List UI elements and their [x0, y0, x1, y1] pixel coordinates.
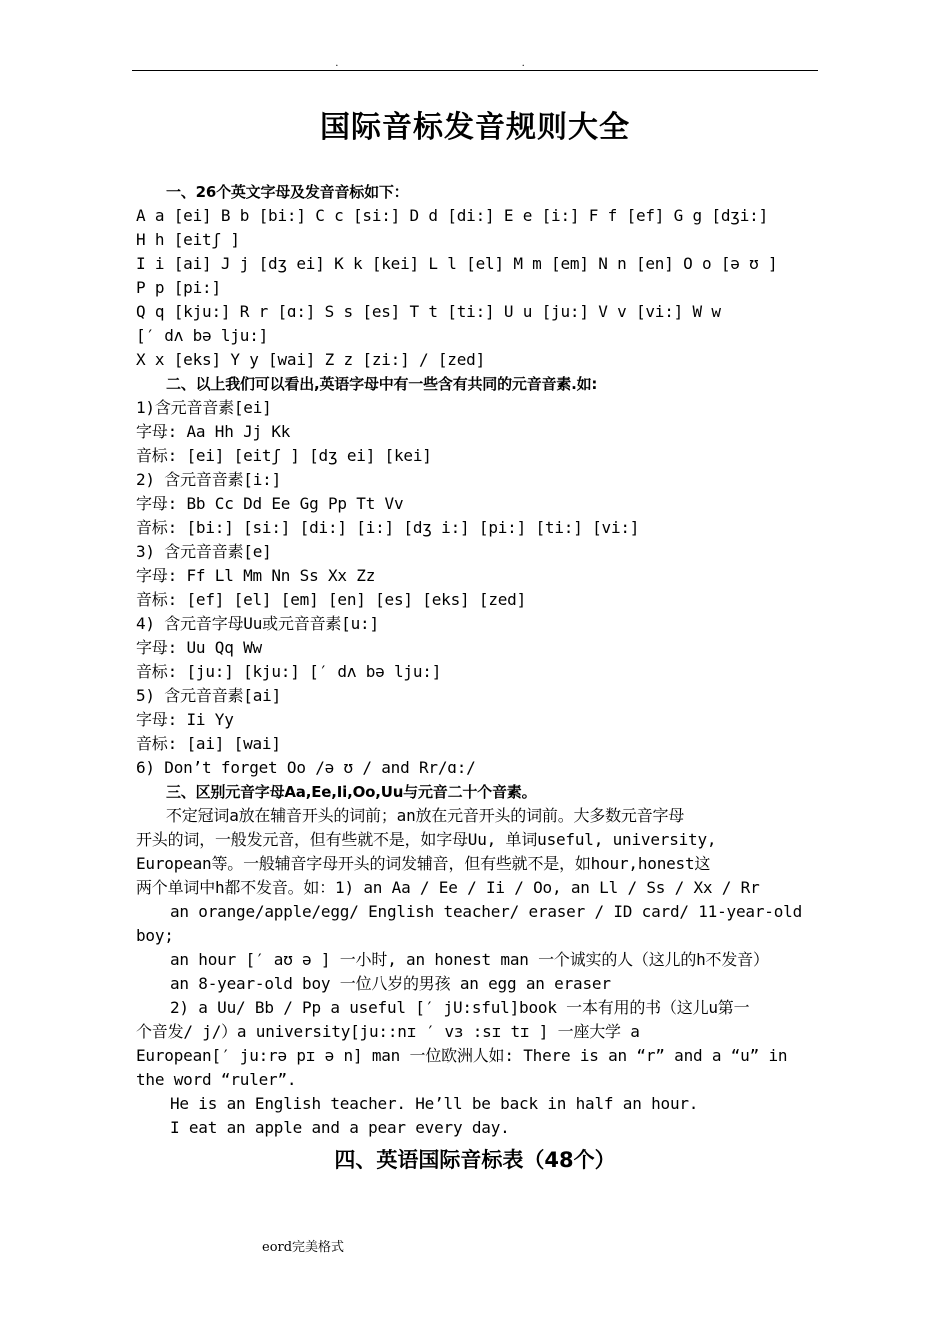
text-line: an hour [′ aʊ ə ] 一小时, an honest man 一个诚实的人（这儿的h不发音） — [170, 950, 769, 969]
text-line: 6) Don’t forget Oo /ə ʊ / and Rr/ɑ:/ — [136, 758, 476, 777]
text-line: European等。一般辅音字母开头的词发辅音，但有些就不是，如hour,honest这 — [136, 854, 711, 873]
text-line: 字母: Ii Yy — [136, 710, 234, 729]
text-line: 字母: Ff Ll Mm Nn Ss Xx Zz — [136, 566, 376, 585]
text-line: 5) 含元音音素[ai] — [136, 686, 282, 705]
text-line: 音标: [ju:] [kju:] [′ dʌ bə lju:] — [136, 662, 442, 681]
text-line: an orange/apple/egg/ English teacher/ eraser / ID card/ 11-year-old — [170, 902, 802, 921]
text-line: 音标: [bi:] [si:] [di:] [i:] [dʒ i:] [pi:] [ti:] [vi:] — [136, 518, 640, 537]
section-4-title: 四、英语国际音标表（48个） — [334, 1148, 616, 1172]
text-line: A a [ei] B b [bi:] C c [si:] D d [di:] E e [i:] F f [ef] G g [dʒi:] — [136, 206, 768, 225]
header-dots: . . — [335, 58, 615, 69]
text-line: P p [pi:] — [136, 278, 221, 297]
text-line: the word “ruler”. — [136, 1070, 297, 1089]
text-line: 字母: Bb Cc Dd Ee Gg Pp Tt Vv — [136, 494, 404, 513]
text-line: 2) a Uu/ Bb / Pp a useful [′ jU:sful]book 一本有用的书（这儿u第一 — [170, 998, 750, 1017]
text-line: I i [ai] J j [dʒ ei] K k [kei] L l [el] M m [em] N n [en] O o [ə ʊ ] — [136, 254, 778, 273]
text-line: 音标: [ef] [el] [em] [en] [es] [eks] [zed] — [136, 590, 527, 609]
text-line: 音标: [ei] [eitʃ ] [dʒ ei] [kei] — [136, 446, 432, 465]
text-line: [′ dʌ bə lju:] — [136, 326, 269, 345]
text-line: 字母: Uu Qq Ww — [136, 638, 262, 657]
text-line: 音标: [ai] [wai] — [136, 734, 281, 753]
text-line: 个音发/ j/）a university[ju::nɪ ′ vɜ :sɪ tɪ ] 一座大学 a — [136, 1022, 640, 1041]
page-title: 国际音标发音规则大全 — [320, 110, 630, 145]
text-line: He is an English teacher. He’ll be back in half an hour. — [170, 1094, 699, 1113]
text-line: 不定冠词a放在辅音开头的词前；an放在元音开头的词前。大多数元音字母 — [166, 806, 685, 825]
text-line: H h [eitʃ ] — [136, 230, 240, 249]
text-line: 1)含元音音素[ei] — [136, 398, 272, 417]
text-line: 4) 含元音字母Uu或元音音素[u:] — [136, 614, 379, 633]
text-line: boy; — [136, 926, 174, 945]
header-rule — [132, 70, 818, 71]
text-line: 两个单词中h都不发音。如：1) an Aa / Ee / Ii / Oo, an Ll / Ss / Xx / Rr — [136, 878, 760, 897]
text-line: I eat an apple and a pear every day. — [170, 1118, 510, 1137]
document-body — [136, 180, 826, 1140]
text-line: 一、26个英文字母及发音音标如下： — [166, 183, 409, 201]
text-line: 二、以上我们可以看出,英语字母中有一些含有共同的元音音素.如: — [166, 375, 598, 393]
text-line: 开头的词，一般发元音，但有些就不是，如字母Uu, 单词useful, university, — [136, 830, 717, 849]
text-line: 字母: Aa Hh Jj Kk — [136, 422, 291, 441]
text-line: 2) 含元音音素[i:] — [136, 470, 282, 489]
text-line: 3) 含元音音素[e] — [136, 542, 272, 561]
text-line: X x [eks] Y y [wai] Z z [zi:] / [zed] — [136, 350, 486, 369]
text-line: 三、区别元音字母Aa,Ee,Ii,Oo,Uu与元音二十个音素。 — [166, 783, 537, 801]
text-line: an 8-year-old boy 一位八岁的男孩 an egg an eraser — [170, 974, 611, 993]
text-line: Q q [kju:] R r [ɑ:] S s [es] T t [ti:] U u [ju:] V v [vi:] W w — [136, 302, 721, 321]
text-line: European[′ ju:rə pɪ ə n] man 一位欧洲人如: There is an “r” and a “u” in — [136, 1046, 788, 1065]
footer-note: eord完美格式 — [262, 1240, 345, 1255]
